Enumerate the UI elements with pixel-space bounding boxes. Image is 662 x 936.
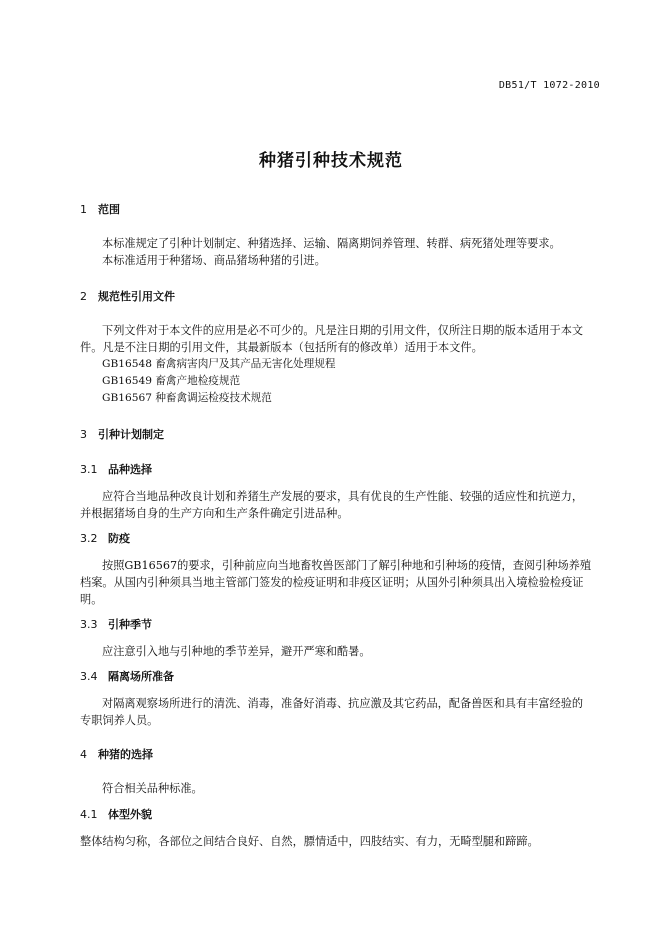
- section-number: 3.3: [80, 618, 98, 631]
- section-number: 4: [80, 748, 87, 761]
- subsection-heading-3-1: [80, 461, 152, 477]
- section-title: 规范性引用文件: [98, 290, 175, 303]
- paragraph-line: 专职饲养人员。: [80, 714, 159, 727]
- section-title: 种猪的选择: [98, 748, 153, 761]
- section-title: 体型外貌: [108, 808, 152, 821]
- paragraph-line: 并根据猪场自身的生产方向和生产条件确定引进品种。: [80, 507, 349, 520]
- section-number: 4.1: [80, 808, 98, 821]
- paragraph-line: 符合相关品种标准。: [102, 782, 203, 795]
- standard-code: DB51/T 1072-2010: [498, 80, 600, 91]
- subsection-heading-3-4: [80, 668, 174, 684]
- section-number: 2: [80, 290, 87, 303]
- paragraph-line: 明。: [80, 593, 103, 606]
- section-heading-3: [80, 426, 164, 442]
- section-heading-4: [80, 746, 153, 762]
- document-title: 种猪引种技术规范: [259, 151, 403, 171]
- paragraph-line: 件。凡是不注日期的引用文件，其最新版本（包括所有的修改单）适用于本文件。: [80, 341, 483, 354]
- paragraph-line: 对隔离观察场所进行的清洗、消毒，准备好消毒、抗应激及其它药品，配备兽医和具有丰富经验的: [102, 697, 584, 710]
- subsection-heading-3-3: [80, 616, 152, 632]
- paragraph-line: 按照GB16567的要求，引种前应向当地畜牧兽医部门了解引种地和引种场的疫情，查阅引种场养殖: [102, 559, 592, 572]
- reference-item: GB16549 畜禽产地检疫规范: [102, 375, 241, 387]
- section-title: 防疫: [108, 532, 130, 545]
- section-title: 范围: [98, 203, 120, 216]
- paragraph-line: 应符合当地品种改良计划和养猪生产发展的要求，具有优良的生产性能、较强的适应性和抗逆力，: [102, 490, 584, 503]
- paragraph-line: 应注意引入地与引种地的季节差异，避开严寒和酷暑。: [102, 645, 371, 658]
- section-title: 隔离场所准备: [108, 670, 174, 683]
- paragraph-line: 档案。从国内引种须具当地主管部门签发的检疫证明和非疫区证明；从国外引种须具出入境检验检疫证: [80, 576, 584, 589]
- subsection-heading-3-2: [80, 530, 130, 546]
- reference-item: GB16567 种畜禽调运检疫技术规范: [102, 392, 272, 404]
- paragraph: 本标准适用于种猪场、商品猪场种猪的引进。: [102, 254, 326, 267]
- section-number: 3: [80, 428, 87, 441]
- section-title: 引种计划制定: [98, 428, 164, 441]
- section-number: 3.2: [80, 532, 98, 545]
- section-title: 品种选择: [108, 463, 152, 476]
- section-number: 3.1: [80, 463, 98, 476]
- section-title: 引种季节: [108, 618, 152, 631]
- paragraph-line: 下列文件对于本文件的应用是必不可少的。凡是注日期的引用文件，仅所注日期的版本适用于本文: [102, 324, 584, 337]
- reference-item: GB16548 畜禽病害肉尸及其产品无害化处理规程: [102, 358, 336, 370]
- subsection-heading-4-1: [80, 806, 152, 822]
- section-number: 3.4: [80, 670, 98, 683]
- section-heading-1: [80, 201, 120, 217]
- paragraph-line: 整体结构匀称，各部位之间结合良好、自然，膘情适中，四肢结实、有力，无畸型腿和蹄蹄。: [80, 835, 539, 848]
- paragraph: 本标准规定了引种计划制定、种猪选择、运输、隔离期饲养管理、转群、病死猪处理等要求。: [102, 237, 561, 250]
- section-number: 1: [80, 203, 87, 216]
- section-heading-2: [80, 288, 175, 304]
